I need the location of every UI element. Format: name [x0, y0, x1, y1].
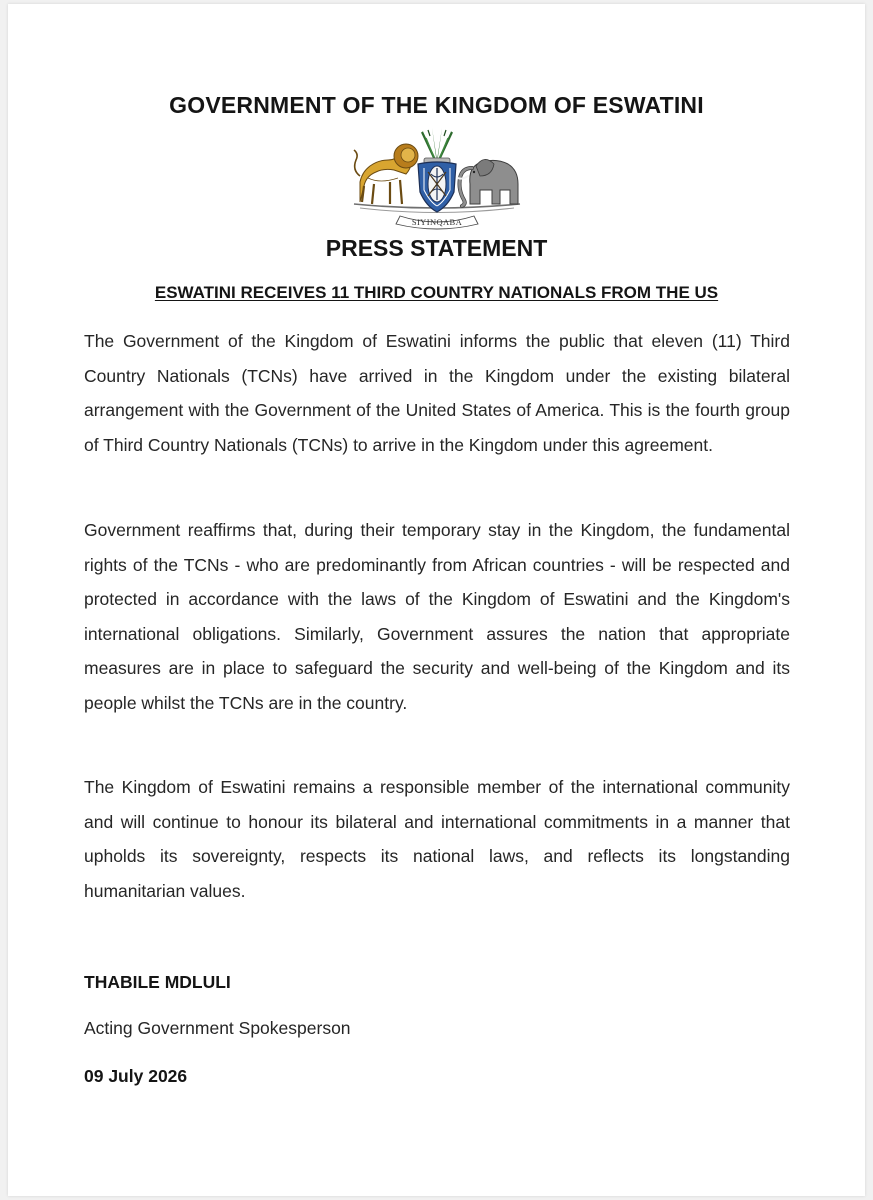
government-title: GOVERNMENT OF THE KINGDOM OF ESWATINI: [169, 92, 704, 118]
body-paragraph-3: The Kingdom of Eswatini remains a responsible member of the international community and will continue to honour its bilateral and international commitments in a manner that upholds its sovereignty, respects its national laws, and reflects its longstanding humanitarian values.: [84, 777, 790, 901]
coat-of-arms-emblem: [350, 124, 524, 230]
svg-text:SIYINQABA: SIYINQABA: [411, 217, 463, 227]
motto-scroll-icon: [396, 216, 478, 229]
body-paragraph-2: Government reaffirms that, during their temporary stay in the Kingdom, the fundamental rights of the TCNs - who are predominantly from African countries - will be respected and protected in accordance with the laws of the Kingdom of Eswatini and the Kingdom's international obligations. Similarly, Government assures the nation that appropriate measures are in place to safeguard the security and well-being of the Kingdom and its people whilst the TCNs are in the country.: [84, 520, 790, 713]
signatory-name: THABILE MDLULI: [84, 972, 231, 992]
statement-date: 09 July 2026: [84, 1066, 188, 1086]
lion-icon: [354, 144, 418, 204]
press-statement-title: PRESS STATEMENT: [325, 235, 548, 261]
plume-crest-icon: [422, 128, 452, 164]
shield-icon: [418, 162, 456, 212]
statement-headline: ESWATINI RECEIVES 11 THIRD COUNTRY NATIONALS FROM THE US: [154, 283, 719, 302]
signatory-role: Acting Government Spokesperson: [84, 1018, 351, 1038]
elephant-icon: [458, 159, 518, 206]
body-paragraph-1: The Government of the Kingdom of Eswatini informs the public that eleven (11) Third Country Nationals (TCNs) have arrived in the Kingdom under the existing bilateral arrangement with the Government of the United States of America. This is the fourth group of Third Country Nationals (TCNs) to arrive in the Kingdom under this agreement.: [84, 331, 790, 455]
